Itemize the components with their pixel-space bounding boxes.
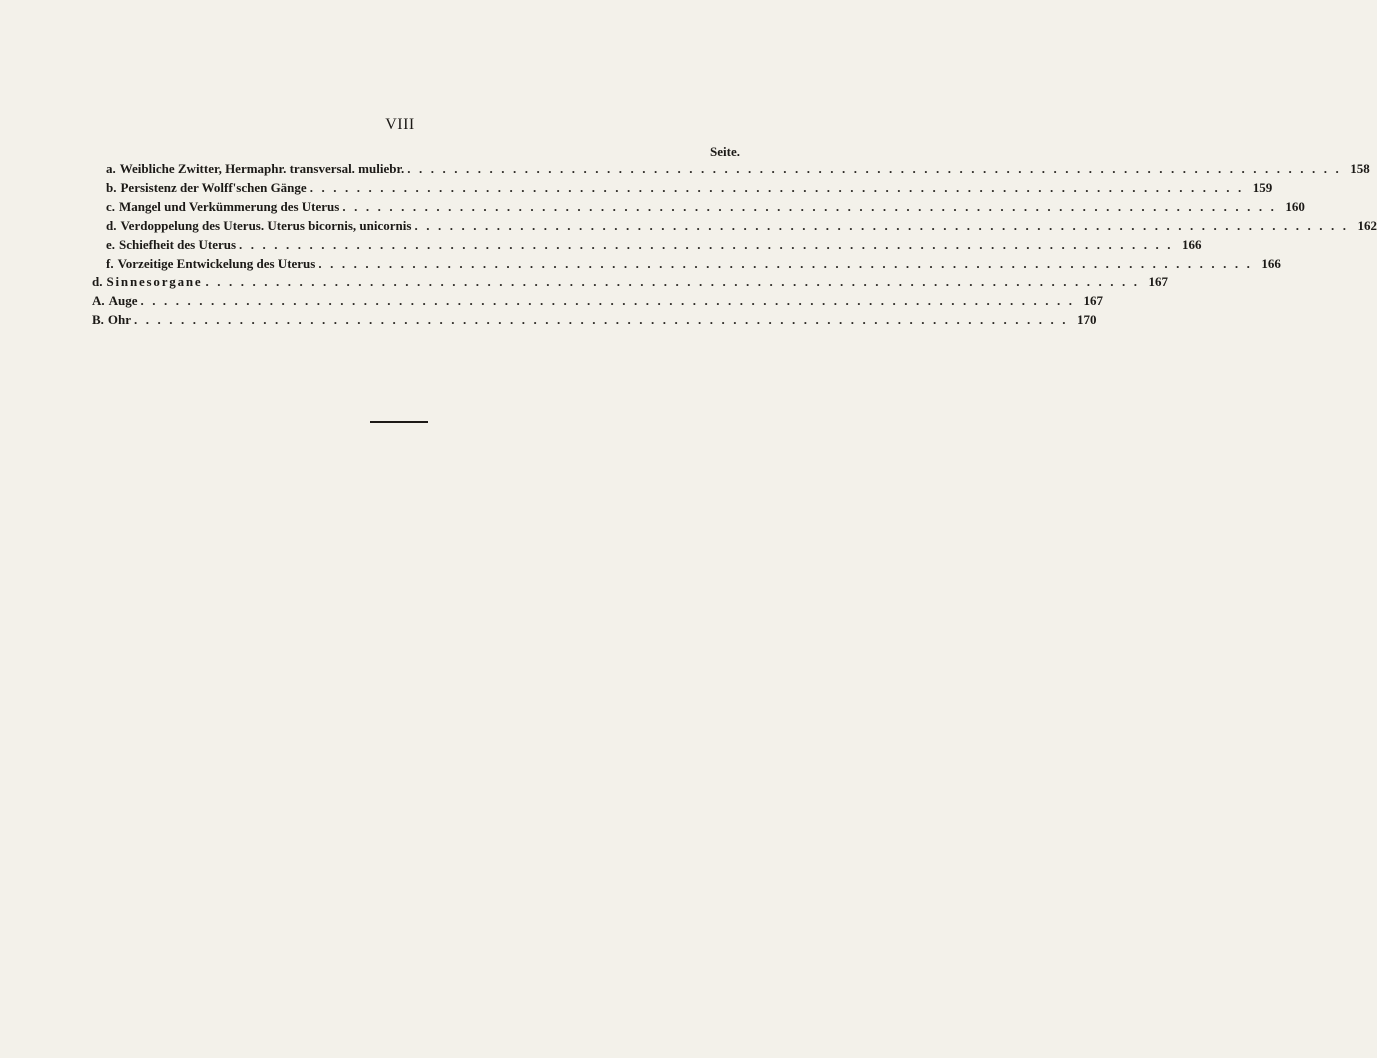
toc-entry-letter: a. [106,161,116,176]
toc-entry [92,274,1168,292]
toc-entry-letter: d. [106,217,117,233]
toc-entry-page: 166 [1182,236,1202,252]
toc-entry-letter: f. [106,255,114,271]
toc-entry-letter: A. [92,293,105,309]
toc-leader-dots: ................................................................................ [407,161,1348,176]
toc-entry [106,179,1273,198]
toc-entry-page: 159 [1252,179,1273,195]
toc-leader-dots: ................................................................................ [342,198,1283,214]
toc-entry-letter: d. [92,274,103,290]
toc-entry-letter: e. [106,236,116,252]
toc-entry-title: Ohr [107,312,132,328]
divider-rule [370,421,428,423]
toc-entry [92,293,1104,311]
toc-entry-title: Vorzeitige Entwickelung des Uterus [117,255,316,271]
toc-entry-letter: b. [106,179,117,195]
toc-leader-dots: ................................................................................ [318,255,1259,271]
toc-entry [92,312,1097,330]
toc-leader-dots: ................................................................................ [140,293,1081,309]
toc-entry [106,198,1305,217]
toc-entry-page: 160 [1285,198,1305,214]
toc-entry-title: Mangel und Verkümmerung des Uterus [119,198,340,214]
toc-entry [106,217,1377,236]
toc-entry-title: Weibliche Zwitter, Hermaphr. transversal. muliebr. [119,161,405,176]
toc-entry-page: 158 [1350,161,1370,176]
toc-entry [106,255,1281,274]
toc-entry-title: Auge [108,293,138,309]
toc-entry-page: 162 [1357,217,1377,233]
toc-entry-letter: B. [92,312,104,328]
toc-entry [106,161,1370,179]
toc-entry-page: 167 [1083,293,1104,309]
toc-leader-dots: ................................................................................ [309,179,1250,195]
toc-entry-title: Persistenz der Wolff'schen Gänge [120,179,307,195]
toc-leader-dots: ................................................................................ [205,274,1146,290]
toc-entry-page: 170 [1077,312,1097,328]
toc-entry [106,236,1202,255]
toc-entry-page: 167 [1148,274,1168,290]
page-number: VIII [385,116,415,133]
toc-leader-dots: ................................................................................ [414,217,1355,233]
toc-leader-dots: ................................................................................ [134,312,1075,328]
toc-leader-dots: ................................................................................ [239,236,1180,252]
toc-entry-title: Schiefheit des Uterus [119,236,237,252]
toc-entry-title: Verdoppelung des Uterus. Uterus bicornis, unicornis [120,217,412,233]
page-column-header: Seite. [710,144,740,159]
toc-entry-page: 166 [1261,255,1281,271]
toc-entry-letter: c. [106,198,116,214]
toc-entry-title: Sinnesorgane [106,274,203,290]
